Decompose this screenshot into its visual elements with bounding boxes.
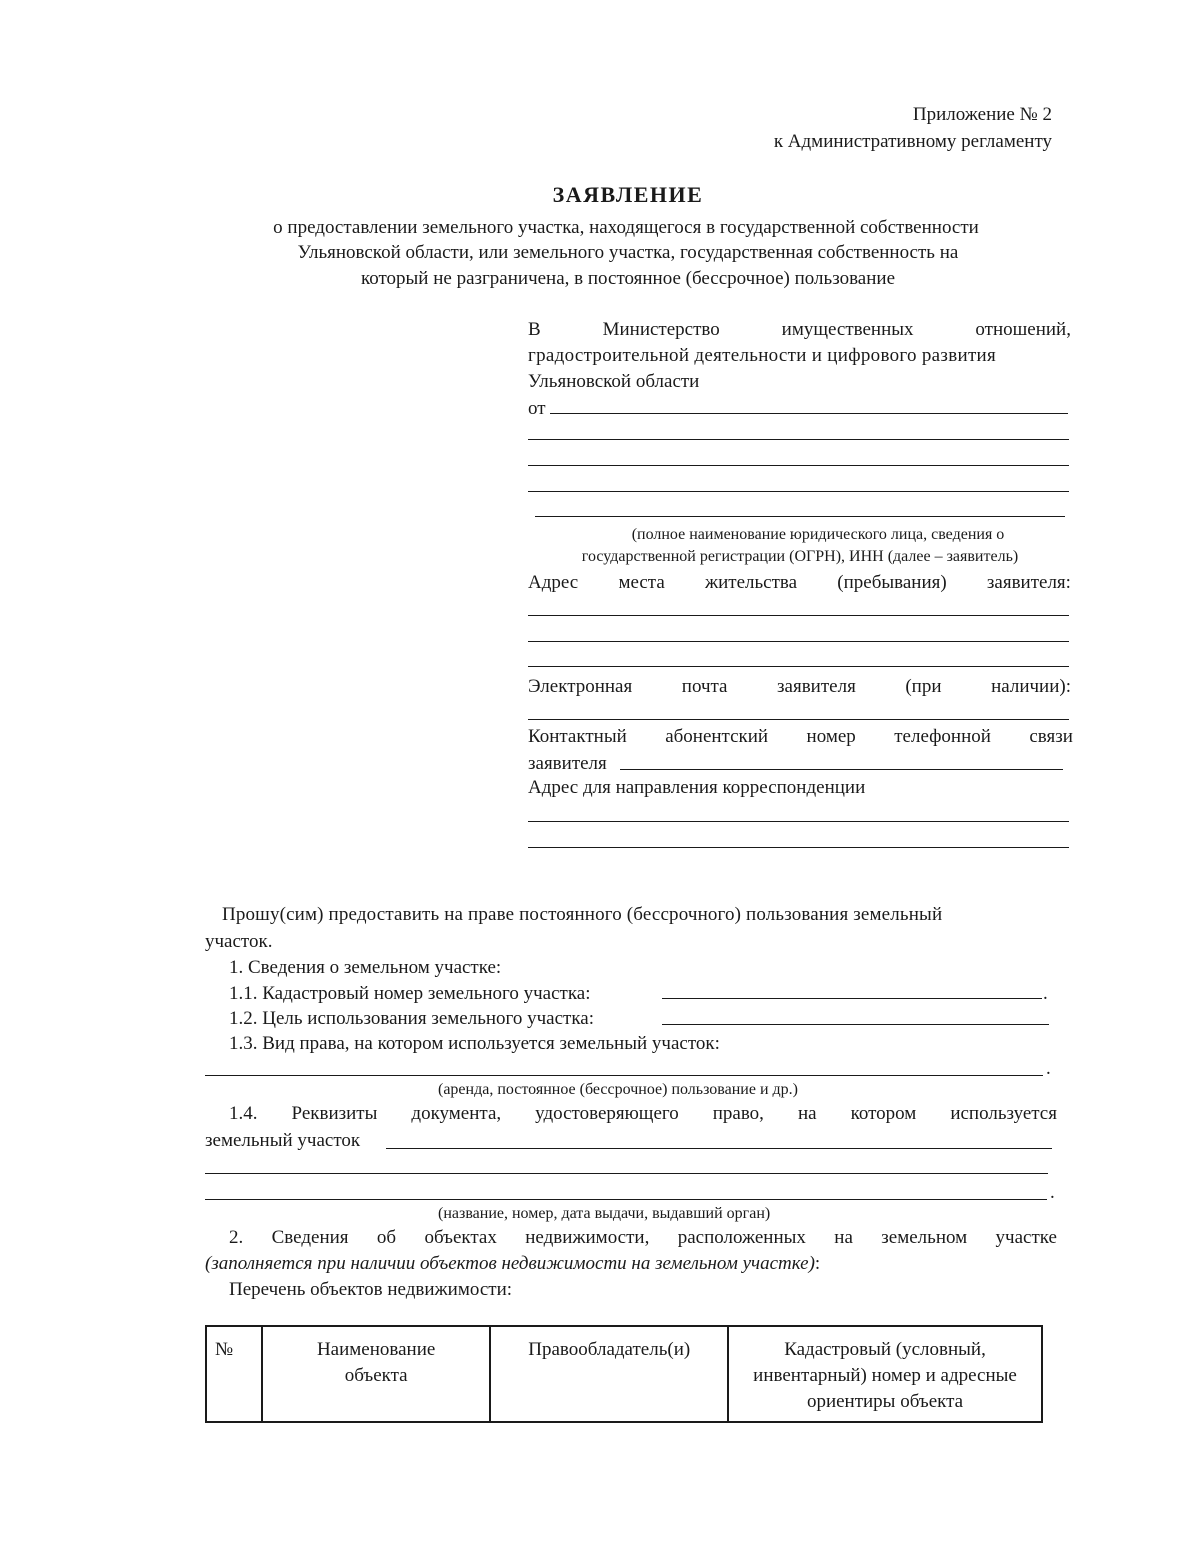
phone-word: телефонной	[894, 726, 991, 747]
applicant-field-line-3[interactable]	[528, 465, 1069, 466]
appendix-number: Приложение № 2	[912, 104, 1052, 125]
item-2-word: земельном	[881, 1227, 968, 1248]
email-field-line[interactable]	[528, 719, 1069, 720]
right-type-field[interactable]	[205, 1075, 1043, 1076]
real-estate-objects-table	[205, 1325, 1043, 1423]
request-line-2: участок.	[205, 931, 273, 952]
addressee-word: имущественных	[781, 319, 914, 340]
item-1-1-label: 1.1. Кадастровый номер земельного участка:	[229, 983, 591, 1004]
subtitle-line-2: Ульяновской области, или земельного участка, государственная собственность на	[297, 242, 959, 263]
item-1-3-period: .	[1046, 1058, 1051, 1079]
item-2-line-2	[205, 1251, 820, 1277]
item-2-word: расположенных	[677, 1227, 806, 1248]
item-2-note-end: :	[814, 1253, 821, 1274]
item-1-2-label: 1.2. Цель использования земельного участка:	[229, 1008, 594, 1029]
item-1-4-period: .	[1050, 1182, 1055, 1203]
item-1-heading: 1. Сведения о земельном участке:	[229, 957, 502, 978]
item-2-note: (заполняется при наличии объектов недвижимости на земельном участке)	[205, 1253, 815, 1274]
item-2-word: участке	[995, 1227, 1057, 1248]
item-2-word: на	[834, 1227, 853, 1248]
item-1-4-word: используется	[950, 1103, 1057, 1124]
email-word: почта	[681, 676, 728, 697]
from-label: от	[528, 398, 546, 419]
address-word: Адрес	[528, 572, 579, 593]
regulation-reference: к Административному регламенту	[773, 131, 1052, 152]
land-use-purpose-field[interactable]	[662, 1024, 1049, 1025]
phone-field-line[interactable]	[620, 769, 1063, 770]
document-title: ЗАЯВЛЕНИЕ	[552, 182, 704, 207]
addressee-word: отношений,	[975, 319, 1071, 340]
phone-word: связи	[1029, 726, 1073, 747]
header-cell-object-name-text: Наименование объекта	[316, 1339, 436, 1386]
item-1-3-label: 1.3. Вид права, на котором используется земельный участок:	[229, 1033, 720, 1054]
item-1-4-word: документа,	[411, 1103, 502, 1124]
addressee-word: Министерство	[602, 319, 720, 340]
address-word: места	[618, 572, 665, 593]
item-1-4-word: Реквизиты	[291, 1103, 378, 1124]
cadastral-number-field[interactable]	[662, 998, 1042, 999]
item-2-word: 2.	[229, 1227, 244, 1248]
header-cell-cadastral-number-text: Кадастровый (условный, инвентарный) номер и адресные ориентиры объекта	[753, 1339, 1017, 1412]
email-word: наличии):	[991, 676, 1071, 697]
item-2-word: недвижимости,	[525, 1227, 650, 1248]
addressee-line-2: градостроительной деятельности и цифрового развития	[528, 345, 997, 366]
subtitle-line-1: о предоставлении земельного участка, находящегося в государственной собственности	[273, 217, 979, 238]
from-field-line[interactable]	[550, 413, 1068, 414]
item-1-4-word: котором	[850, 1103, 917, 1124]
document-details-hint: (название, номер, дата выдачи, выдавший орган)	[438, 1205, 771, 1222]
item-1-4-line-2: земельный участок	[205, 1130, 361, 1151]
address-word: заявителя:	[986, 572, 1071, 593]
phone-label-2: заявителя	[528, 753, 607, 774]
phone-word: номер	[806, 726, 856, 747]
phone-label	[528, 724, 1073, 750]
applicant-hint-line-2: государственной регистрации (ОГРН), ИНН (далее – заявитель)	[581, 548, 1019, 565]
document-details-field-2[interactable]	[205, 1173, 1048, 1174]
address-field-line-1[interactable]	[528, 615, 1069, 616]
item-1-4-line-1	[229, 1101, 1057, 1127]
addressee-word: В	[528, 319, 541, 340]
header-cell-cadastral-number	[728, 1326, 1042, 1422]
applicant-field-line-4[interactable]	[528, 491, 1069, 492]
address-field-line-2[interactable]	[528, 641, 1069, 642]
applicant-field-line-5[interactable]	[535, 516, 1065, 517]
header-cell-object-name	[262, 1326, 491, 1422]
phone-word: Контактный	[528, 726, 627, 747]
email-word: заявителя	[777, 676, 856, 697]
table-header-row	[206, 1326, 1042, 1422]
item-1-4-word: право,	[712, 1103, 764, 1124]
addressee-line-3: Ульяновской области	[528, 371, 700, 392]
header-cell-right-holder: Правообладатель(и)	[490, 1326, 728, 1422]
item-2-word: об	[376, 1227, 397, 1248]
document-details-field-3[interactable]	[205, 1199, 1047, 1200]
email-word: Электронная	[528, 676, 633, 697]
item-2-line-1	[229, 1225, 1057, 1251]
right-type-hint: (аренда, постоянное (бессрочное) пользование и др.)	[438, 1081, 798, 1098]
address-word: (пребывания)	[837, 572, 947, 593]
item-1-1-period: .	[1043, 983, 1048, 1004]
address-word: жительства	[704, 572, 798, 593]
phone-word: абонентский	[665, 726, 769, 747]
item-2-word: Сведения	[271, 1227, 349, 1248]
email-label	[528, 674, 1071, 700]
item-2-word: объектах	[424, 1227, 497, 1248]
item-1-4-word: на	[797, 1103, 817, 1124]
email-word: (при	[905, 676, 942, 697]
correspondence-field-line-1[interactable]	[528, 821, 1069, 822]
address-field-line-3[interactable]	[528, 666, 1069, 667]
item-1-4-word: 1.4.	[229, 1103, 258, 1124]
correspondence-label: Адрес для направления корреспонденции	[528, 777, 866, 798]
applicant-hint-line-1: (полное наименование юридического лица, сведения о	[631, 526, 1005, 543]
header-cell-number: №	[206, 1326, 262, 1422]
applicant-field-line-2[interactable]	[528, 439, 1069, 440]
objects-list-label: Перечень объектов недвижимости:	[229, 1279, 513, 1300]
request-line-1: Прошу(сим) предоставить на праве постоянного (бессрочного) пользования земельный	[222, 904, 943, 925]
correspondence-field-line-2[interactable]	[528, 847, 1069, 848]
item-1-4-word: удостоверяющего	[535, 1103, 679, 1124]
address-label	[528, 570, 1071, 596]
addressee-line-1	[528, 317, 1071, 343]
document-details-field-1[interactable]	[386, 1148, 1052, 1149]
subtitle-line-3: который не разграничена, в постоянное (бессрочное) пользование	[360, 268, 896, 289]
